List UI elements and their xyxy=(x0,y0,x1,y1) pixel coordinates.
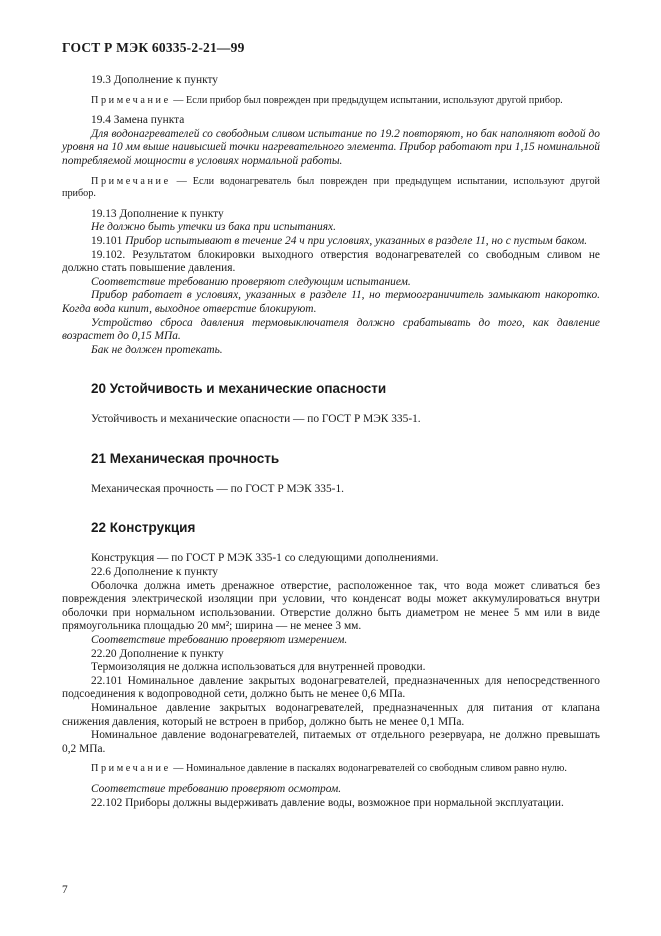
note-1 xyxy=(62,95,600,108)
clause-22-102: 22.102 Приборы должны выдерживать давление воды, возможное при нормальной эксплуатации. xyxy=(91,796,564,809)
clause-22-101-compliance: Соответствие требованию проверяют осмотром. xyxy=(91,782,342,795)
clause-19-102-compliance: Соответствие требованию проверяют следующим испытанием. xyxy=(91,275,411,288)
document-header: ГОСТ Р МЭК 60335-2-21—99 xyxy=(62,40,245,55)
section-21-title: 21 Механическая прочность xyxy=(91,450,280,466)
clause-19-102-relief: Устройство сброса давления термовыключателя должно срабатывать до того, как давление возрастет до 0,15 МПа. xyxy=(62,316,600,343)
note-1-text: — Если прибор был поврежден при предыдущем испытании, используют другой прибор. xyxy=(173,94,563,106)
note-2 xyxy=(62,176,600,201)
note-2-label: Примечание xyxy=(91,175,171,187)
clause-22-101: 22.101 Номинальное давление закрытых водонагревателей, предназначенных для непосредственного подсоединения к водопроводной сети, должно быть не менее 0,6 МПа. xyxy=(62,674,600,701)
clause-22-101-pressure-reservoir: Номинальное давление водонагревателей, питаемых от отдельного резервуара, не должно превышать 0,2 МПа. xyxy=(62,729,600,755)
clause-19-4-text: Для водонагревателей со свободным сливом испытание по 19.2 повторяют, но бак наполняют водой до уровня на 10 мм выше наивысшей точки нагревательного элемента. Прибор работают при 1,15 номинальной потребляемой мощности в условиях нормальной работы. xyxy=(62,127,600,167)
clause-19-102-leak: Бак не должен протекать. xyxy=(91,343,223,356)
clause-22-20: 22.20 Дополнение к пункту xyxy=(91,647,224,660)
clause-22-6: 22.6 Дополнение к пункту xyxy=(91,566,218,579)
clause-22-101-pressure-valve: Номинальное давление закрытых водонагревателей, предназначенных для питания от клапана снижения давления, который не встроен в прибор, должно быть не менее 0,1 МПа. xyxy=(62,702,600,728)
note-3-text: — Номинальное давление в паскалях водонагревателей со свободным сливом равно нулю. xyxy=(173,763,567,775)
note-1-label: Примечание xyxy=(91,94,171,106)
note-3 xyxy=(62,763,600,776)
clause-22-20-text: Термоизоляция не должна использоваться для внутренней проводки. xyxy=(91,661,426,674)
section-21-text: Механическая прочность — по ГОСТ Р МЭК 335-1. xyxy=(91,482,345,495)
clause-19-13-text: Не должно быть утечки из бака при испытаниях. xyxy=(91,221,336,234)
section-22-title: 22 Конструкция xyxy=(91,520,196,536)
note-2-text: — Если водонагреватель был поврежден при предыдущем испытании, используют другой прибор. xyxy=(62,175,600,200)
clause-19-4: 19.4 Замена пункта xyxy=(91,114,185,127)
section-22-intro: Конструкция — по ГОСТ Р МЭК 335-1 со следующими дополнениями. xyxy=(91,552,439,565)
clause-19-3: 19.3 Дополнение к пункту xyxy=(91,74,218,86)
clause-22-6-compliance: Соответствие требованию проверяют измерением. xyxy=(91,634,348,647)
page-number: 7 xyxy=(62,884,68,896)
clause-19-101-text: Прибор испытывают в течение 24 ч при условиях, указанных в разделе 11, но с пустым баком. xyxy=(125,234,588,247)
document-page xyxy=(62,40,600,810)
section-20-text: Устойчивость и механические опасности — по ГОСТ Р МЭК 335-1. xyxy=(91,413,421,426)
section-20-title: 20 Устойчивость и механические опасности xyxy=(91,381,387,397)
clause-22-6-text: Оболочка должна иметь дренажное отверстие, расположенное так, что вода может сливаться без повреждения электрической изоляции при условии, что конденсат воды может аккумулироваться внутри оболочки при нормальном использовании. Отверстие должно быть диаметром не менее 5 мм или в виде прямоугольника площадью 20 мм²; ширина — не менее 3 мм. xyxy=(62,579,600,633)
note-3-label: Примечание xyxy=(91,763,171,775)
clause-19-101 xyxy=(62,235,600,249)
clause-19-101-number: 19.101 xyxy=(91,234,123,247)
clause-19-13: 19.13 Дополнение к пункту xyxy=(91,207,224,220)
clause-19-102-test: Прибор работает в условиях, указанных в разделе 11, но термоограничитель замыкают накоротко. Когда вода кипит, выходное отверстие блокируют. xyxy=(62,289,600,315)
clause-19-102: 19.102. Результатом блокировки выходного отверстия водонагревателей со свободным сливом не должно стать повышение давления. xyxy=(62,248,600,275)
